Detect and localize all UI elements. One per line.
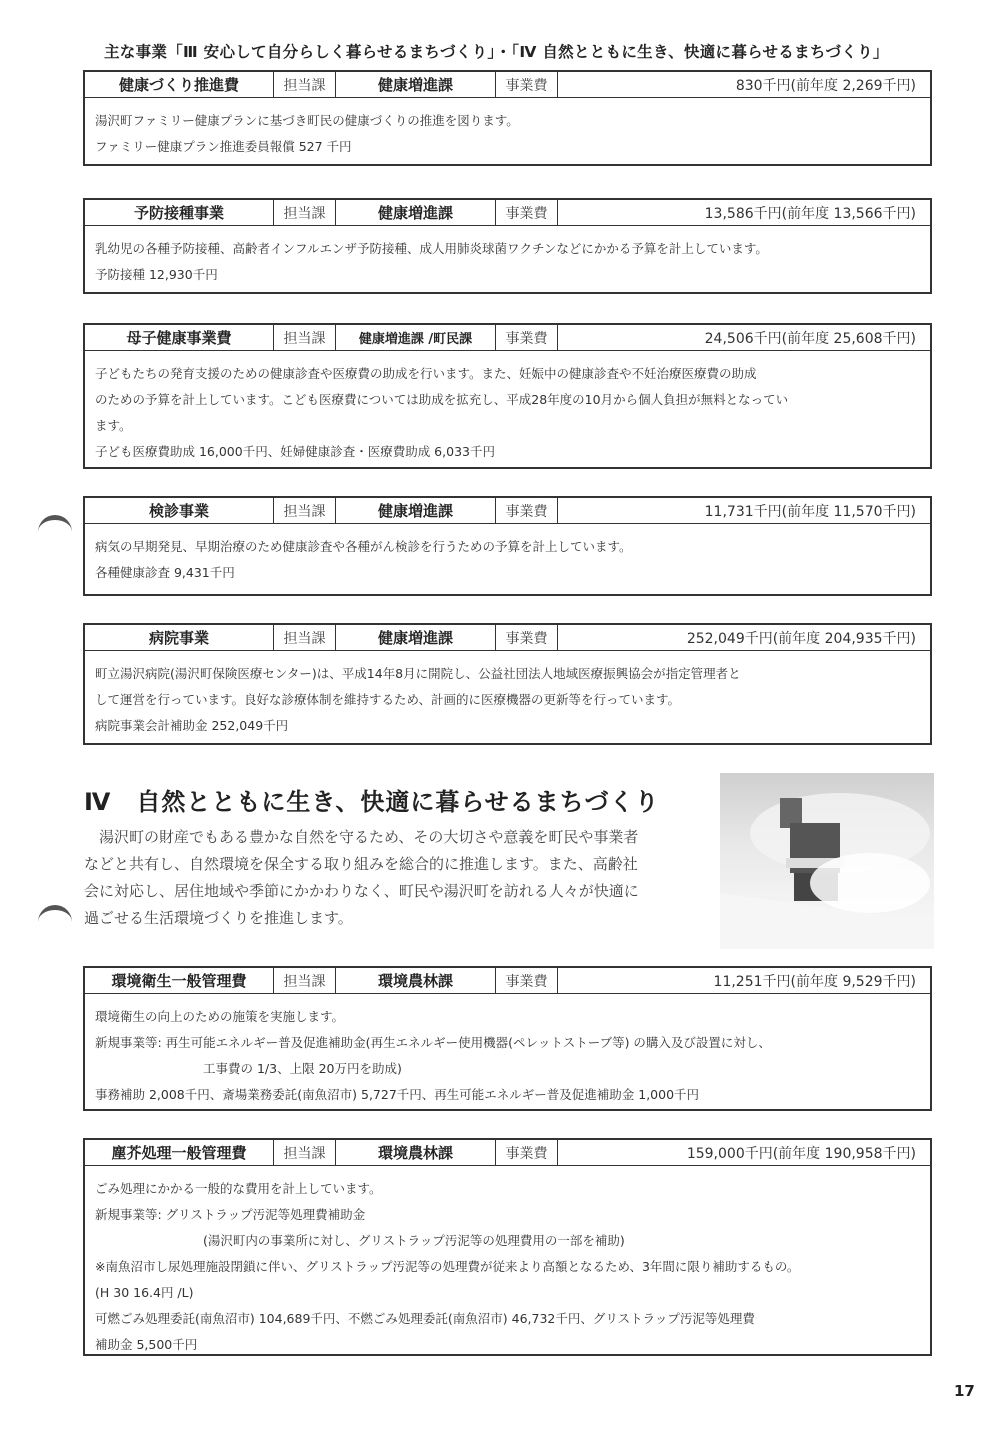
dept-name: 健康増進課 [336, 72, 496, 97]
cost-label: 事業費 [496, 968, 558, 993]
description-line: 乳幼児の各種予防接種、高齢者インフルエンザ予防接種、成人用肺炎球菌ワクチンなどにかかる予算を計上しています。 [95, 241, 768, 256]
dept-name: 健康増進課 [336, 625, 496, 650]
project-header [85, 968, 930, 994]
dept-label: 担当課 [274, 625, 336, 650]
description-line: ます。 [95, 418, 132, 433]
project-description [85, 994, 930, 1108]
project-box [83, 496, 932, 596]
project-header [85, 325, 930, 351]
cost-amount: 24,506千円(前年度 25,608千円) [704, 330, 916, 347]
cost-label: 事業費 [496, 1140, 558, 1165]
punch-hole [38, 905, 72, 939]
description-line: 子ども医療費助成 16,000千円、妊婦健康診査・医療費助成 6,033千円 [95, 444, 495, 459]
project-description [85, 651, 930, 739]
description-line: 町立湯沢病院(湯沢町保険医療センター)は、平成14年8月に開院し、公益社団法人地域医療振興協会が指定管理者と [95, 666, 741, 681]
paragraph-line: 過ごせる生活環境づくりを推進します。 [84, 909, 353, 927]
description-line: (湯沢町内の事業所に対し、グリストラップ汚泥等の処理費用の一部を補助) [203, 1233, 625, 1248]
snowplow-photo [720, 773, 934, 949]
dept-name: 環境農林課 [336, 1140, 496, 1165]
project-box [83, 323, 932, 469]
dept-label: 担当課 [274, 498, 336, 523]
page-number: 17 [954, 1382, 975, 1400]
description-line: 新規事業等: 再生可能エネルギー普及促進補助金(再生エネルギー使用機器(ペレットストーブ等) の購入及び設置に対し、 [95, 1035, 771, 1050]
cost-label: 事業費 [496, 200, 558, 225]
dept-label: 担当課 [274, 72, 336, 97]
project-header [85, 200, 930, 226]
snowplow-illustration [720, 773, 934, 949]
dept-name: 健康増進課 [336, 498, 496, 523]
project-description [85, 226, 930, 288]
description-line: 補助金 5,500千円 [95, 1337, 198, 1352]
project-header [85, 625, 930, 651]
description-line: 病気の早期発見、早期治療のため健康診査や各種がん検診を行うための予算を計上しています。 [95, 539, 632, 554]
project-header [85, 1140, 930, 1166]
dept-name: 環境農林課 [336, 968, 496, 993]
dept-label: 担当課 [274, 968, 336, 993]
description-line: ※南魚沼市し尿処理施設閉鎖に伴い、グリストラップ汚泥等の処理費が従来より高額となるため、3年間に限り補助するもの。 [95, 1259, 800, 1274]
description-line: ごみ処理にかかる一般的な費用を計上しています。 [95, 1181, 382, 1196]
description-line: 子どもたちの発育支援のための健康診査や医療費の助成を行います。また、妊娠中の健康診査や不妊治療医療費の助成 [95, 366, 757, 381]
project-header [85, 498, 930, 524]
section-paragraph [84, 824, 714, 932]
cost-label: 事業費 [496, 72, 558, 97]
project-box [83, 70, 932, 166]
dept-label: 担当課 [274, 1140, 336, 1165]
description-line: 各種健康診査 9,431千円 [95, 565, 235, 580]
project-description [85, 1166, 930, 1358]
description-line: して運営を行っています。良好な診療体制を維持するため、計画的に医療機器の更新等を行っています。 [95, 692, 681, 707]
cost-amount: 11,251千円(前年度 9,529千円) [713, 973, 916, 990]
dept-label: 担当課 [274, 325, 336, 350]
description-line: 病院事業会計補助金 252,049千円 [95, 718, 289, 733]
project-box [83, 198, 932, 294]
description-line: ファミリー健康プラン推進委員報償 527 千円 [95, 139, 352, 154]
project-name: 予防接種事業 [85, 200, 274, 225]
project-name: 環境衛生一般管理費 [85, 968, 274, 993]
dept-name: 健康増進課 [336, 200, 496, 225]
paragraph-line: 会に対応し、居住地域や季節にかかわりなく、町民や湯沢町を訪れる人々が快適に [84, 882, 639, 900]
cost-amount: 159,000千円(前年度 190,958千円) [686, 1145, 916, 1162]
project-name: 健康づくり推進費 [85, 72, 274, 97]
cost-amount: 13,586千円(前年度 13,566千円) [704, 205, 916, 222]
punch-hole [38, 515, 72, 549]
description-line: 湯沢町ファミリー健康プランに基づき町民の健康づくりの推進を図ります。 [95, 113, 519, 128]
cost-amount: 11,731千円(前年度 11,570千円) [704, 503, 916, 520]
cost-amount: 252,049千円(前年度 204,935千円) [686, 630, 916, 647]
description-line: 可燃ごみ処理委託(南魚沼市) 104,689千円、不燃ごみ処理委託(南魚沼市) 46,732千円、グリストラップ汚泥等処理費 [95, 1311, 755, 1326]
project-name: 病院事業 [85, 625, 274, 650]
cost-label: 事業費 [496, 498, 558, 523]
description-line: 新規事業等: グリストラップ汚泥等処理費補助金 [95, 1207, 366, 1222]
project-name: 母子健康事業費 [85, 325, 274, 350]
section-title: Ⅳ 自然とともに生き、快適に暮らせるまちづくり [84, 788, 660, 816]
project-description [85, 351, 930, 465]
description-line: のための予算を計上しています。こども医療費については助成を拡充し、平成28年度の10月から個人負担が無料となってい [95, 392, 789, 407]
paragraph-line: 湯沢町の財産でもある豊かな自然を守るため、その大切さや意義を町民や事業者 [84, 828, 639, 846]
project-box [83, 1138, 932, 1356]
project-name: 検診事業 [85, 498, 274, 523]
description-line: 予防接種 12,930千円 [95, 267, 218, 282]
project-description [85, 524, 930, 586]
cost-label: 事業費 [496, 625, 558, 650]
description-line: (H 30 16.4円 /L) [95, 1285, 194, 1300]
cost-amount: 830千円(前年度 2,269千円) [735, 77, 916, 94]
project-box [83, 623, 932, 745]
page-header-title: 主な事業「Ⅲ 安心して自分らしく暮らせるまちづくり」・「Ⅳ 自然とともに生き、快適に暮らせるまちづくり」 [104, 43, 889, 61]
project-box [83, 966, 932, 1111]
project-header [85, 72, 930, 98]
paragraph-line: などと共有し、自然環境を保全する取り組みを総合的に推進します。また、高齢社 [84, 855, 638, 873]
description-line: 環境衛生の向上のための施策を実施します。 [95, 1009, 345, 1024]
project-name: 塵芥処理一般管理費 [85, 1140, 274, 1165]
dept-label: 担当課 [274, 200, 336, 225]
dept-name: 健康増進課 /町民課 [336, 325, 496, 350]
project-description [85, 98, 930, 160]
description-line: 事務補助 2,008千円、斎場業務委託(南魚沼市) 5,727千円、再生可能エネルギー普及促進補助金 1,000千円 [95, 1087, 700, 1102]
description-line: 工事費の 1/3、上限 20万円を助成) [203, 1061, 402, 1076]
cost-label: 事業費 [496, 325, 558, 350]
